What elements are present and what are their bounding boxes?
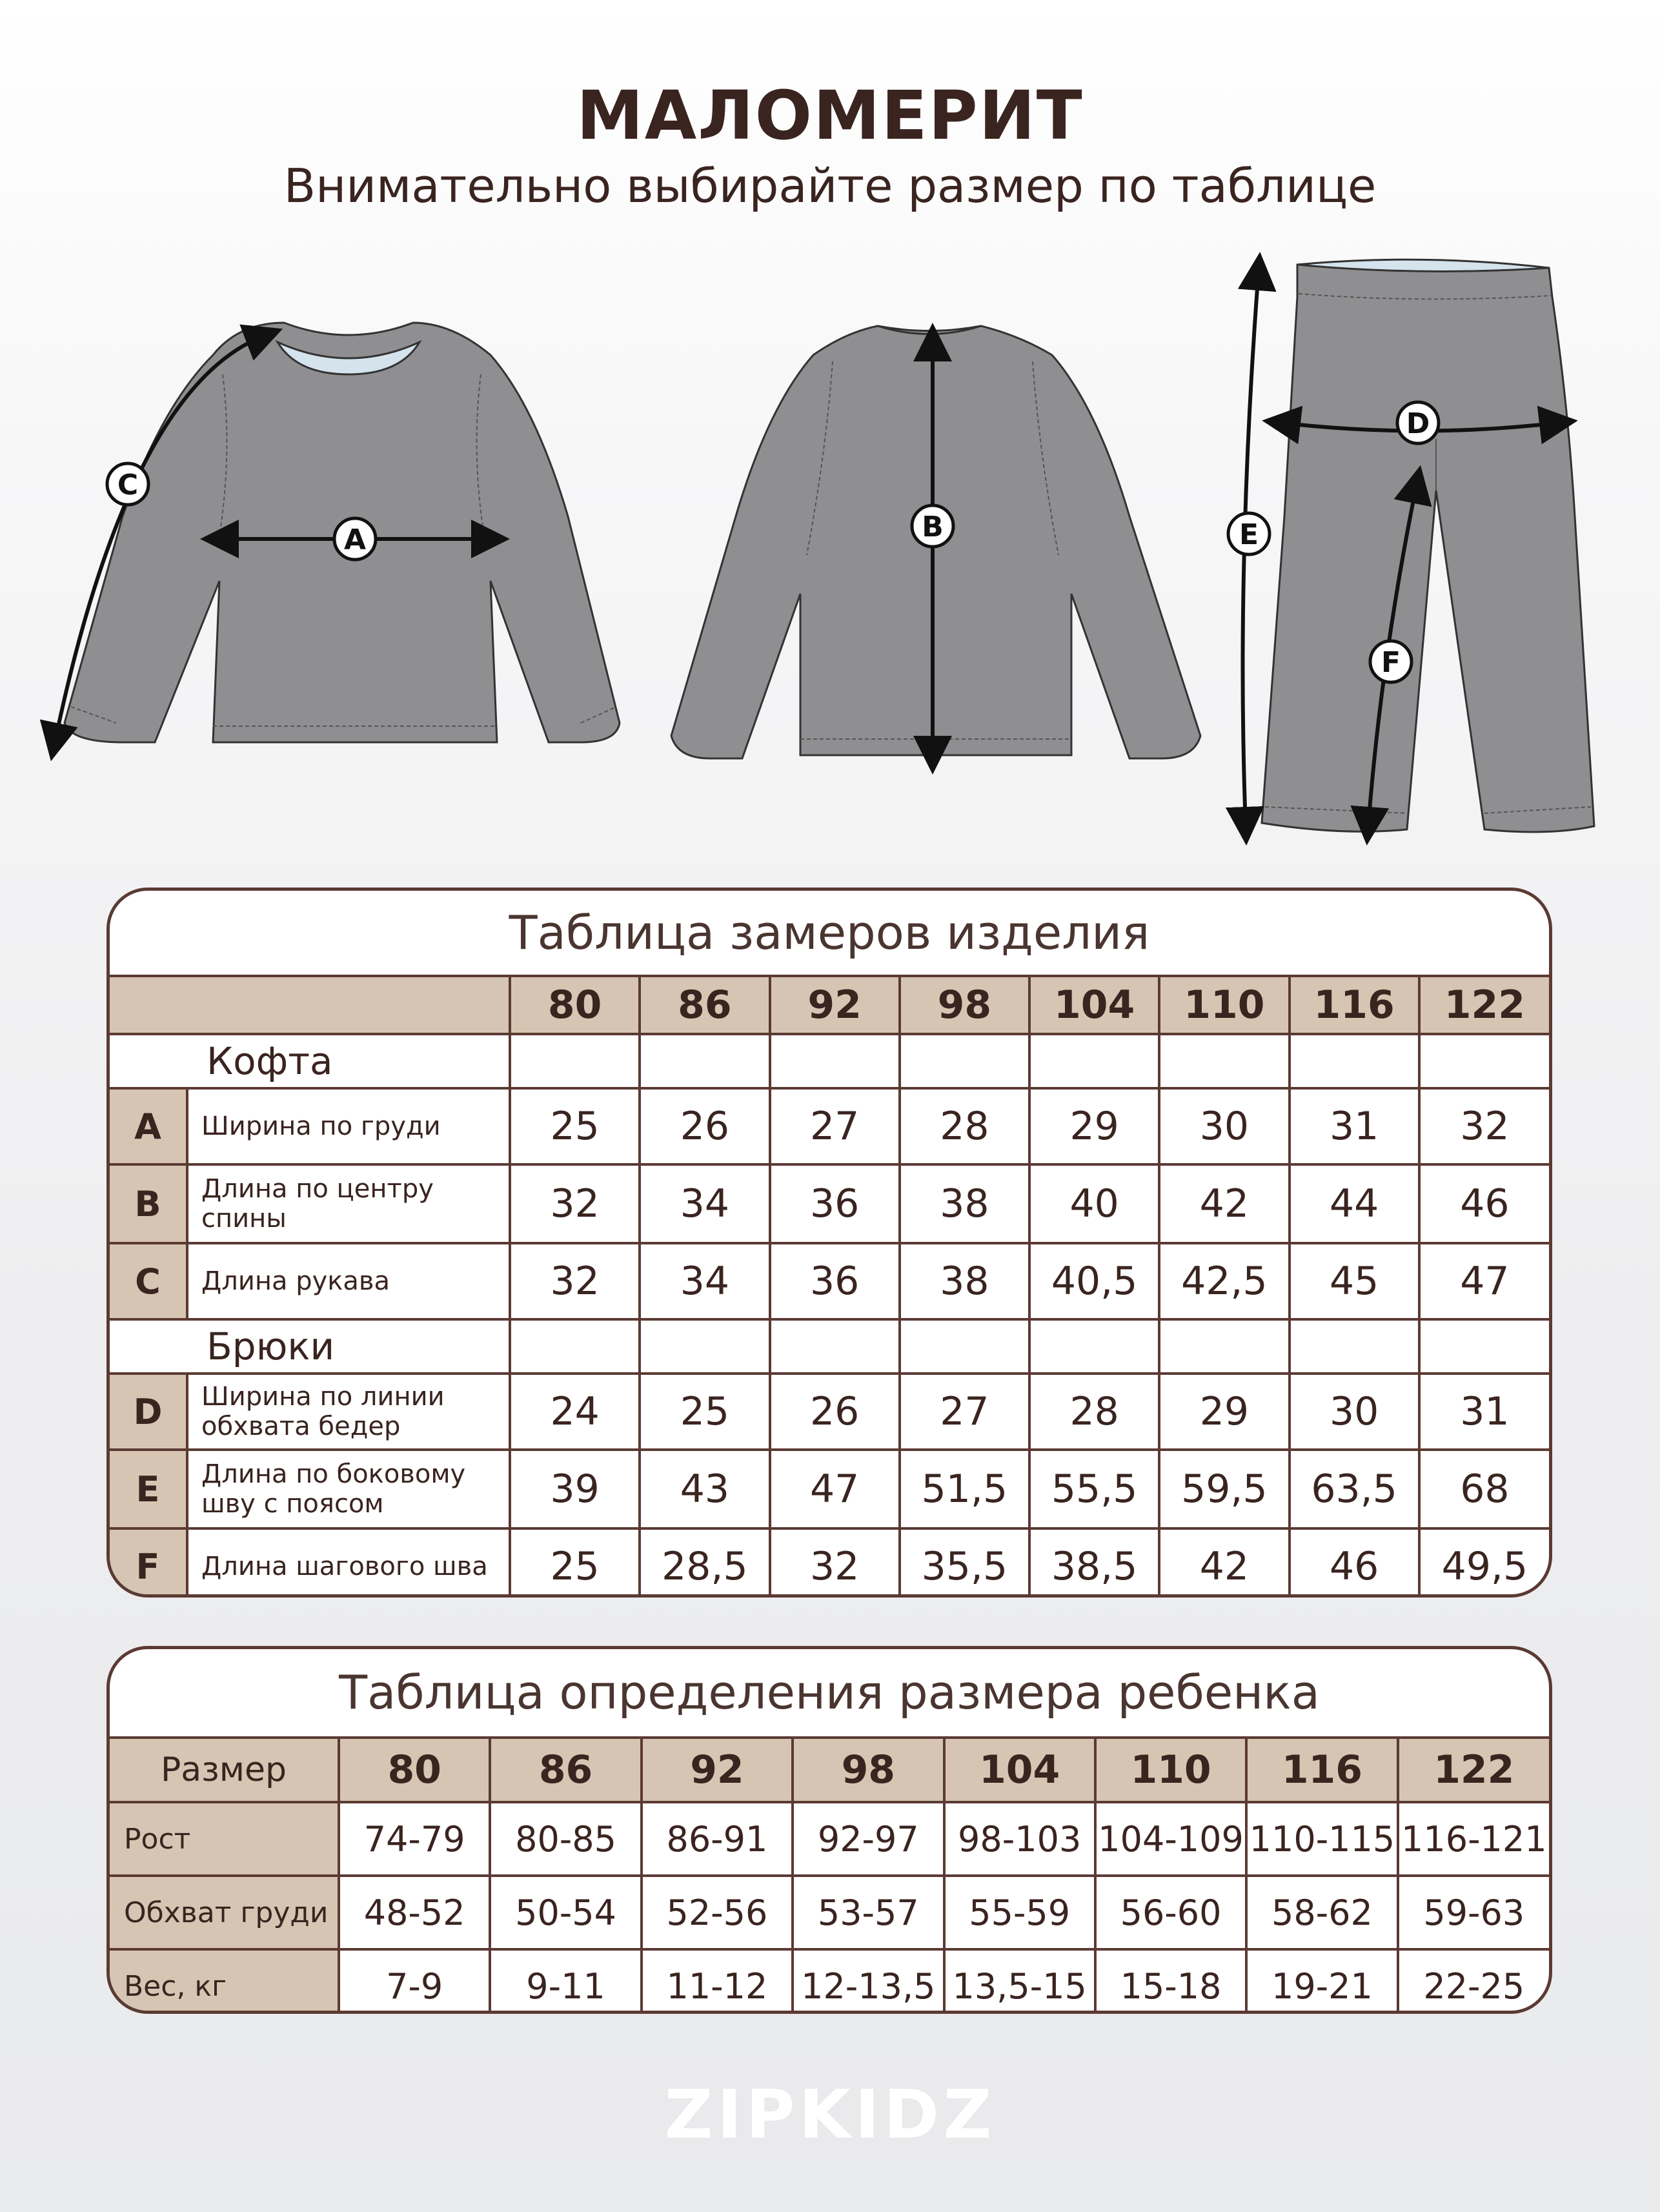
row-label: Обхват груди — [110, 1876, 339, 1949]
row-label: Длина шагового шва — [187, 1528, 510, 1598]
value-cell: 27 — [900, 1374, 1029, 1450]
row-label: Ширина по груди — [187, 1088, 510, 1164]
svg-text:D: D — [1406, 407, 1430, 440]
size-table-title: Таблица определения размера ребенка — [339, 1665, 1320, 1720]
value-cell: 11-12 — [642, 1949, 793, 2014]
value-cell: 26 — [640, 1088, 769, 1164]
value-cell: 38 — [900, 1164, 1029, 1243]
size-header: 80 — [339, 1738, 490, 1802]
size-header: 122 — [1398, 1738, 1549, 1802]
svg-text:E: E — [1239, 518, 1259, 551]
section-label: Кофта — [110, 1034, 510, 1088]
value-cell: 22-25 — [1398, 1949, 1549, 2014]
value-cell: 32 — [510, 1243, 640, 1319]
page-subtitle: Внимательно выбирайте размер по таблице — [283, 159, 1377, 213]
value-cell: 44 — [1290, 1164, 1419, 1243]
value-cell: 31 — [1419, 1374, 1549, 1450]
value-cell: 34 — [640, 1164, 769, 1243]
value-cell: 47 — [1419, 1243, 1549, 1319]
value-cell: 46 — [1290, 1528, 1419, 1598]
table-row — [110, 1088, 1549, 1164]
section-label: Брюки — [110, 1319, 510, 1374]
value-cell: 9-11 — [490, 1949, 641, 2014]
value-cell: 63,5 — [1290, 1450, 1419, 1528]
value-cell: 53-57 — [793, 1876, 944, 1949]
value-cell: 35,5 — [900, 1528, 1029, 1598]
size-header: 110 — [1159, 976, 1289, 1034]
size-header: 110 — [1095, 1738, 1246, 1802]
value-cell: 40 — [1029, 1164, 1159, 1243]
header-blank-cell — [110, 976, 510, 1034]
value-cell: 26 — [770, 1374, 900, 1450]
svg-text:C: C — [117, 469, 139, 502]
value-cell: 49,5 — [1419, 1528, 1549, 1598]
value-cell: 30 — [1159, 1088, 1289, 1164]
size-header: 98 — [793, 1738, 944, 1802]
value-cell: 36 — [770, 1243, 900, 1319]
row-label: Ширина по линии обхвата бедер — [187, 1374, 510, 1450]
size-header: 80 — [510, 976, 640, 1034]
table-row — [110, 1164, 1549, 1243]
value-cell: 25 — [510, 1088, 640, 1164]
value-cell: 110-115 — [1246, 1802, 1397, 1876]
row-label: Длина рукава — [187, 1243, 510, 1319]
row-label: Длина по боковому шву с поясом — [187, 1450, 510, 1528]
value-cell: 46 — [1419, 1164, 1549, 1243]
value-cell: 25 — [510, 1528, 640, 1598]
row-label: Вес, кг — [110, 1949, 339, 2014]
size-header: 92 — [770, 976, 900, 1034]
table-row — [110, 1949, 1549, 2014]
size-header: 92 — [642, 1738, 793, 1802]
row-letter: D — [110, 1374, 187, 1450]
row-label: Рост — [110, 1802, 339, 1876]
value-cell: 51,5 — [900, 1450, 1029, 1528]
value-cell: 32 — [1419, 1088, 1549, 1164]
value-cell: 43 — [640, 1450, 769, 1528]
marker-b — [912, 505, 953, 547]
marker-f — [1370, 641, 1412, 682]
marker-d — [1397, 402, 1439, 443]
value-cell: 32 — [770, 1528, 900, 1598]
size-header: 98 — [900, 976, 1029, 1034]
value-cell: 42,5 — [1159, 1243, 1289, 1319]
table-row — [110, 1450, 1549, 1528]
value-cell: 27 — [770, 1088, 900, 1164]
value-cell: 50-54 — [490, 1876, 641, 1949]
row-letter: E — [110, 1450, 187, 1528]
row-letter: C — [110, 1243, 187, 1319]
measurements-table-panel — [106, 888, 1552, 1598]
value-cell: 13,5-15 — [944, 1949, 1095, 2014]
marker-c — [107, 463, 148, 505]
row-letter: B — [110, 1164, 187, 1243]
value-cell: 52-56 — [642, 1876, 793, 1949]
size-header: 122 — [1419, 976, 1549, 1034]
value-cell: 25 — [640, 1374, 769, 1450]
value-cell: 59,5 — [1159, 1450, 1289, 1528]
garment-illustrations — [0, 245, 1660, 865]
size-table-panel — [106, 1646, 1552, 2014]
size-header-label: Размер — [110, 1738, 339, 1802]
row-letter: F — [110, 1528, 187, 1598]
value-cell: 28 — [900, 1088, 1029, 1164]
value-cell: 68 — [1419, 1450, 1549, 1528]
value-cell: 28 — [1029, 1374, 1159, 1450]
value-cell: 7-9 — [339, 1949, 490, 2014]
row-label: Длина по центру спины — [187, 1164, 510, 1243]
value-cell: 55,5 — [1029, 1450, 1159, 1528]
section-row-pants — [110, 1319, 1549, 1374]
brand-logo: ZIPKIDZ — [664, 2075, 996, 2154]
value-cell: 42 — [1159, 1164, 1289, 1243]
row-letter: A — [110, 1088, 187, 1164]
value-cell: 30 — [1290, 1374, 1419, 1450]
table-row — [110, 1243, 1549, 1319]
value-cell: 104-109 — [1095, 1802, 1246, 1876]
size-table — [110, 1736, 1549, 2014]
value-cell: 29 — [1159, 1374, 1289, 1450]
pants-drawing — [1262, 259, 1594, 832]
value-cell: 98-103 — [944, 1802, 1095, 1876]
size-header: 86 — [490, 1738, 641, 1802]
value-cell: 58-62 — [1246, 1876, 1397, 1949]
value-cell: 24 — [510, 1374, 640, 1450]
measurements-table-title: Таблица замеров изделия — [509, 906, 1150, 960]
value-cell: 19-21 — [1246, 1949, 1397, 2014]
value-cell: 92-97 — [793, 1802, 944, 1876]
size-header: 116 — [1290, 976, 1419, 1034]
svg-text:A: A — [343, 523, 367, 556]
section-row-top — [110, 1034, 1549, 1088]
value-cell: 59-63 — [1398, 1876, 1549, 1949]
value-cell: 32 — [510, 1164, 640, 1243]
value-cell: 38 — [900, 1243, 1029, 1319]
value-cell: 116-121 — [1398, 1802, 1549, 1876]
value-cell: 12-13,5 — [793, 1949, 944, 2014]
value-cell: 36 — [770, 1164, 900, 1243]
value-cell: 74-79 — [339, 1802, 490, 1876]
size-header-row — [110, 1738, 1549, 1802]
value-cell: 28,5 — [640, 1528, 769, 1598]
value-cell: 56-60 — [1095, 1876, 1246, 1949]
svg-text:F: F — [1381, 646, 1401, 679]
value-cell: 38,5 — [1029, 1528, 1159, 1598]
value-cell: 29 — [1029, 1088, 1159, 1164]
value-cell: 42 — [1159, 1528, 1289, 1598]
size-header: 104 — [1029, 976, 1159, 1034]
table-row — [110, 1876, 1549, 1949]
table-row — [110, 1802, 1549, 1876]
value-cell: 40,5 — [1029, 1243, 1159, 1319]
value-cell: 48-52 — [339, 1876, 490, 1949]
value-cell: 45 — [1290, 1243, 1419, 1319]
value-cell: 80-85 — [490, 1802, 641, 1876]
svg-text:B: B — [922, 511, 944, 543]
marker-a — [334, 518, 376, 560]
measurements-header-row — [110, 976, 1549, 1034]
measurements-table — [110, 975, 1549, 1598]
value-cell: 15-18 — [1095, 1949, 1246, 2014]
value-cell: 86-91 — [642, 1802, 793, 1876]
table-row — [110, 1374, 1549, 1450]
size-header: 116 — [1246, 1738, 1397, 1802]
value-cell: 34 — [640, 1243, 769, 1319]
value-cell: 39 — [510, 1450, 640, 1528]
value-cell: 47 — [770, 1450, 900, 1528]
marker-e — [1228, 513, 1270, 554]
size-header: 86 — [640, 976, 769, 1034]
page-title: МАЛОМЕРИТ — [576, 76, 1084, 155]
value-cell: 55-59 — [944, 1876, 1095, 1949]
value-cell: 31 — [1290, 1088, 1419, 1164]
table-row — [110, 1528, 1549, 1598]
size-header: 104 — [944, 1738, 1095, 1802]
